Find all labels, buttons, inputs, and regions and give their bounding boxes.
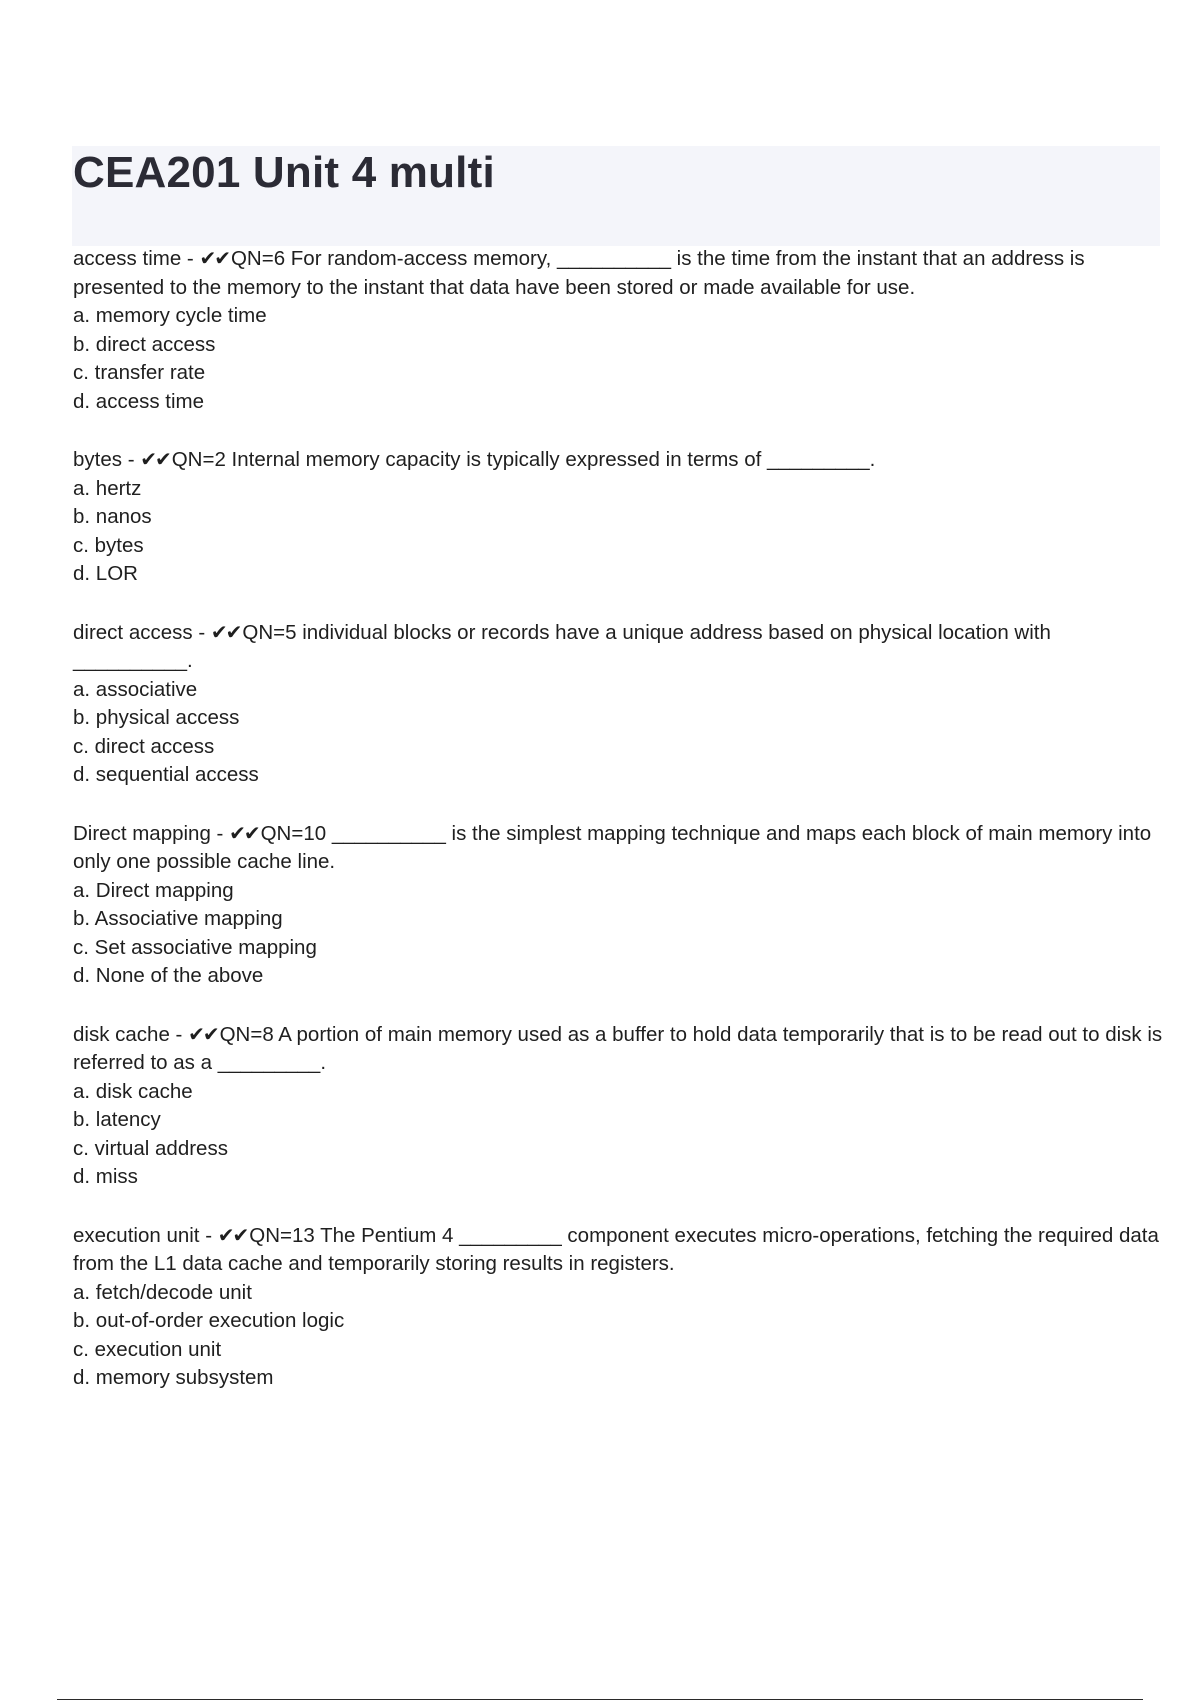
question-block [73,819,1163,991]
question-text [73,1020,1163,1078]
option-item: c. execution unit [73,1337,222,1361]
question-text [73,819,1163,877]
option-item: c. virtual address [73,1136,228,1160]
double-check-icon: ✔✔ [199,246,229,270]
option-item: c. direct access [73,734,215,758]
answer-term: disk cache - [73,1022,189,1046]
page-title: CEA201 Unit 4 multi [73,148,495,197]
option-item: b. latency [73,1108,161,1131]
option-item: a. hertz [73,476,142,500]
question-block [73,1221,1163,1393]
question-list [73,244,1163,1393]
question-prompt: QN=6 For random-access memory, __________ is the time from the instant that an address is presented to the memory to the instant that data have been stored or made available for use. [73,247,1085,299]
option-item: b. Associative mapping [73,907,283,930]
double-check-icon: ✔✔ [140,447,170,471]
option-item: b. nanos [73,505,152,528]
option-item: a. memory cycle time [73,304,267,327]
option-item: d. sequential access [73,763,259,786]
option-item: d. LOR [73,562,138,585]
question-text [73,244,1163,302]
option-item: b. physical access [73,706,240,729]
option-list [73,1078,1163,1192]
answer-term: bytes - [73,448,141,471]
question-prompt: QN=8 A portion of main memory used as a buffer to hold data temporarily that is to be read out to disk is referred to as a _________. [73,1022,1163,1074]
option-item: d. memory subsystem [73,1366,274,1389]
double-check-icon: ✔✔ [188,1021,218,1046]
answer-term: execution unit - [73,1223,218,1247]
answer-term: direct access - [73,620,211,644]
double-check-icon: ✔✔ [210,619,241,644]
question-prompt: QN=10 __________ is the simplest mapping technique and maps each block of main memory into only one possible cache line. [73,821,1152,873]
option-list [73,877,1163,991]
option-list [73,475,1163,589]
question-block [73,618,1163,790]
option-item: c. transfer rate [73,361,206,384]
option-item: d. access time [73,389,205,413]
option-item: a. associative [73,677,198,701]
answer-term: Direct mapping - [73,821,230,845]
question-block [73,244,1163,416]
option-item: c. Set associative mapping [73,935,317,959]
question-prompt: QN=13 The Pentium 4 _________ component executes micro-operations, fetching the required data from the L1 data cache and temporarily storing results in registers. [73,1223,1159,1275]
question-block [73,1020,1163,1192]
option-list [73,302,1163,416]
answer-term: access time - [73,247,200,270]
double-check-icon: ✔✔ [217,1222,248,1247]
option-item: b. direct access [73,332,216,356]
option-item: c. bytes [73,533,144,557]
option-item: a. Direct mapping [73,878,234,902]
question-text [73,445,1163,475]
option-list [73,1279,1163,1393]
option-item: d. None of the above [73,964,264,987]
question-block [73,445,1163,589]
question-text [73,618,1163,676]
double-check-icon: ✔✔ [229,820,259,845]
question-prompt: QN=2 Internal memory capacity is typically expressed in terms of _________. [171,448,876,471]
option-list [73,676,1163,790]
question-text [73,1221,1163,1279]
question-prompt: QN=5 individual blocks or records have a unique address based on physical location with __________. [73,620,1051,672]
option-item: d. miss [73,1165,138,1188]
option-item: a. disk cache [73,1079,193,1103]
option-item: a. fetch/decode unit [73,1280,252,1304]
option-item: b. out-of-order execution logic [73,1309,345,1332]
